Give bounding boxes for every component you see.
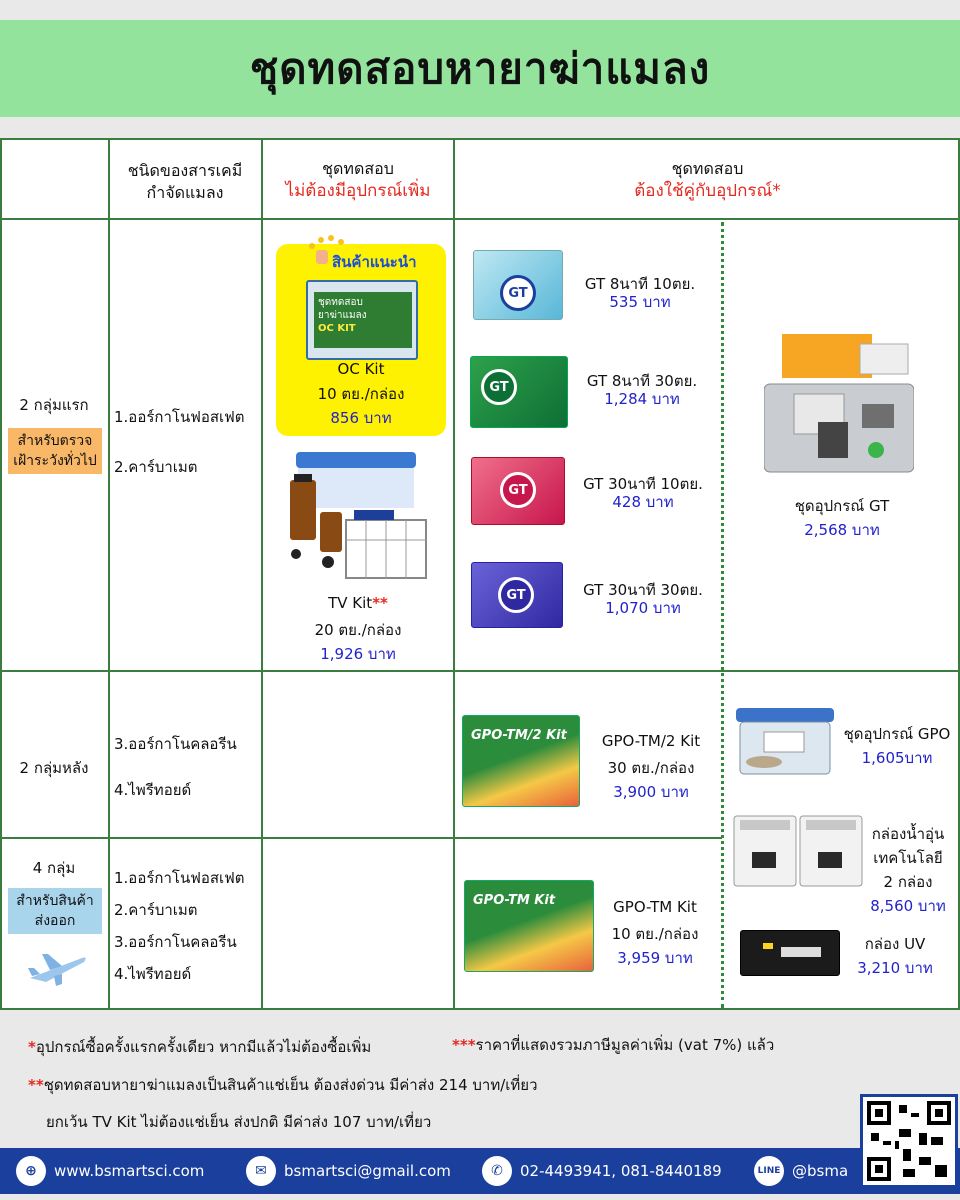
gt-badge: GT: [500, 472, 536, 508]
col-divider: [453, 138, 455, 1010]
oc-box-text: ชุดทดสอบ: [318, 297, 363, 308]
gt-badge: GT: [500, 275, 536, 311]
gpo-tm-name: GPO-TM Kit: [613, 898, 697, 916]
col-divider: [108, 138, 110, 1010]
uv-box-price: 3,210 บาท: [857, 959, 933, 977]
group-label: 2 กลุ่มแรก: [19, 396, 89, 414]
chemical-item: 4.ไพรีทอยด์: [114, 781, 192, 799]
gpo-tm2-kit-image: [462, 715, 580, 807]
header-no-equipment: [263, 158, 453, 202]
gt-kit-name: GT 8นาที 10ตย.: [584, 275, 696, 293]
globe-icon: ⊕: [16, 1156, 46, 1186]
oc-kit-image: [306, 280, 418, 360]
tag-line: เฝ้าระวังทั่วไป: [13, 453, 97, 469]
oc-kit-price: 856 บาท: [330, 409, 392, 427]
tv-kit-name: [263, 594, 453, 612]
footnote-text: ราคาที่แสดงรวมภาษีมูลค่าเพิ่ม (vat 7%) แล้ว: [475, 1036, 775, 1054]
oc-kit-name: OC Kit: [337, 360, 385, 378]
col-divider: [261, 138, 263, 1010]
gt-kit-name: GT 8นาที 30ตย.: [586, 372, 698, 390]
line-id[interactable]: @bsma: [792, 1162, 849, 1180]
footnote-mark: *: [28, 1038, 36, 1056]
group-tag: [8, 888, 102, 934]
gpo-equipment-price: 1,605บาท: [861, 749, 933, 767]
header-line: ชุดทดสอบ: [671, 159, 744, 178]
header-line: ชนิดของสารเคมี: [127, 161, 243, 180]
gpo-equipment-image: [734, 706, 836, 776]
page-title: ชุดทดสอบหายาฆ่าแมลง: [249, 43, 711, 93]
tv-kit-image: [276, 450, 436, 580]
gpo-tm-price: 3,959 บาท: [617, 949, 693, 967]
gpo-tm-qty: 10 ตย./กล่อง: [611, 925, 699, 943]
footnote-mark: ***: [452, 1036, 476, 1054]
uv-box-image: [740, 930, 840, 976]
recommended-label: สินค้าแนะนำ: [332, 253, 417, 271]
uv-panel: [781, 947, 821, 957]
water-bath-name: [860, 822, 956, 846]
title-banner: [0, 20, 960, 117]
header-with-equipment: [455, 158, 960, 202]
gt-equipment-name: ชุดอุปกรณ์ GT: [794, 497, 890, 515]
gt-kit-price: 428 บาท: [612, 493, 674, 511]
tag-line: สำหรับสินค้า: [16, 893, 94, 909]
footnote-2: [28, 1073, 538, 1097]
row-divider: [0, 218, 960, 220]
gt-kit-name: GT 30นาที 10ตย.: [583, 475, 703, 493]
gt-kit-price: 535 บาท: [609, 293, 671, 311]
chemical-item: 1.ออร์กาโนฟอสเฟต: [114, 408, 245, 426]
water-bath-line: เทคโนโลยี: [873, 849, 943, 867]
gt-badge: GT: [481, 369, 517, 405]
oc-kit-label: [314, 292, 412, 348]
tv-kit-name-text: TV Kit: [328, 594, 373, 612]
phone-contact[interactable]: [482, 1150, 722, 1192]
equipment-divider: [721, 222, 724, 1008]
gt-equipment-image: [764, 334, 914, 474]
email-contact[interactable]: [246, 1150, 451, 1192]
water-bath-line: 2 กล่อง: [883, 873, 933, 891]
gt-kit-30min-30-image: [471, 562, 563, 628]
gpo-tm2-box-text: GPO-TM/2 Kit: [471, 728, 567, 743]
gpo-equipment-name: ชุดอุปกรณ์ GPO: [843, 725, 951, 743]
phone-number[interactable]: 02-4493941, 081-8440189: [520, 1162, 722, 1180]
footnote-2b: ยกเว้น TV Kit ไม่ต้องแช่เย็น ส่งปกติ มีค่าส่ง 107 บาท/เที่ยว: [46, 1113, 432, 1131]
tag-line: ส่งออก: [34, 913, 76, 929]
group-tag: [8, 428, 102, 474]
chemical-item: 2.คาร์บาเมต: [114, 458, 198, 476]
gt-kit-name: GT 30นาที 30ตย.: [583, 581, 703, 599]
gt-kit-price: 1,284 บาท: [604, 390, 680, 408]
footnote-1: [28, 1035, 371, 1059]
tv-kit-qty: 20 ตย./กล่อง: [314, 621, 402, 639]
line-contact[interactable]: [754, 1150, 848, 1192]
oc-kit-qty: 10 ตย./กล่อง: [317, 385, 405, 403]
header-line: กำจัดแมลง: [146, 183, 224, 202]
water-bath-price: 8,560 บาท: [870, 897, 946, 915]
gt-kit-price: 1,070 บาท: [605, 599, 681, 617]
website-contact[interactable]: [16, 1150, 204, 1192]
phone-icon: ✆: [482, 1156, 512, 1186]
tag-line: สำหรับตรวจ: [17, 433, 93, 449]
water-bath-image: [732, 812, 864, 888]
gpo-tm2-qty: 30 ตย./กล่อง: [607, 759, 695, 777]
gt-kit-8min-30-image: [470, 356, 568, 428]
gt-kit-30min-10-image: [471, 457, 565, 525]
header-line-red: ต้องใช้คู่กับอุปกรณ์*: [634, 181, 781, 201]
header-line: ชุดทดสอบ: [322, 159, 394, 178]
website-link[interactable]: www.bsmartsci.com: [54, 1162, 205, 1180]
water-bath-name: [860, 870, 956, 894]
water-bath-line: กล่องน้ำอุ่น: [871, 825, 945, 843]
gpo-tm2-name: GPO-TM/2 Kit: [601, 732, 701, 750]
chemical-item: 1.ออร์กาโนฟอสเฟต: [114, 869, 245, 887]
gpo-tm2-price: 3,900 บาท: [613, 783, 689, 801]
mail-icon: ✉: [246, 1156, 276, 1186]
qr-code[interactable]: [860, 1094, 958, 1188]
qr-pattern: [863, 1097, 955, 1185]
gt-badge: GT: [498, 577, 534, 613]
oc-box-text: OC KIT: [318, 323, 356, 334]
line-icon: LINE: [754, 1156, 784, 1186]
airplane-icon: [26, 948, 88, 988]
oc-box-text: ยาฆ่าแมลง: [318, 310, 367, 321]
gpo-tm-kit-image: [464, 880, 594, 972]
chemical-item: 3.ออร์กาโนคลอรีน: [114, 933, 237, 951]
chemical-item: 4.ไพรีทอยด์: [114, 965, 192, 983]
footnote-text: ชุดทดสอบหายาฆ่าแมลงเป็นสินค้าแช่เย็น ต้องส่งด่วน มีค่าส่ง 214 บาท/เที่ยว: [43, 1076, 538, 1094]
footnote-text: อุปกรณ์ซื้อครั้งแรกครั้งเดียว หากมีแล้วไม่ต้องซื้อเพิ่ม: [35, 1038, 372, 1056]
gpo-tm-box-text: GPO-TM Kit: [473, 893, 556, 908]
footnote-3: [452, 1033, 774, 1057]
gt-equipment-price: 2,568 บาท: [804, 521, 880, 539]
footnote-mark: **: [28, 1076, 44, 1094]
chemical-item: 2.คาร์บาเมต: [114, 901, 198, 919]
chemical-item: 3.ออร์กาโนคลอรีน: [114, 735, 237, 753]
header-chemical-type: [110, 160, 260, 204]
email-link[interactable]: bsmartsci@gmail.com: [284, 1162, 451, 1180]
row-divider: [0, 837, 722, 839]
header-line-red: ไม่ต้องมีอุปกรณ์เพิ่ม: [285, 181, 431, 201]
uv-warning-label: [763, 943, 773, 949]
gt-kit-8min-10-image: [473, 250, 563, 320]
uv-box-name: กล่อง UV: [864, 935, 926, 953]
tv-kit-price: 1,926 บาท: [320, 645, 396, 663]
group-label: 2 กลุ่มหลัง: [19, 759, 89, 777]
water-bath-name: [860, 846, 956, 870]
tv-kit-mark: **: [372, 594, 388, 612]
row-divider: [0, 670, 960, 672]
thumbs-up-icon: [316, 250, 328, 264]
group-label: 4 กลุ่ม: [32, 859, 76, 877]
